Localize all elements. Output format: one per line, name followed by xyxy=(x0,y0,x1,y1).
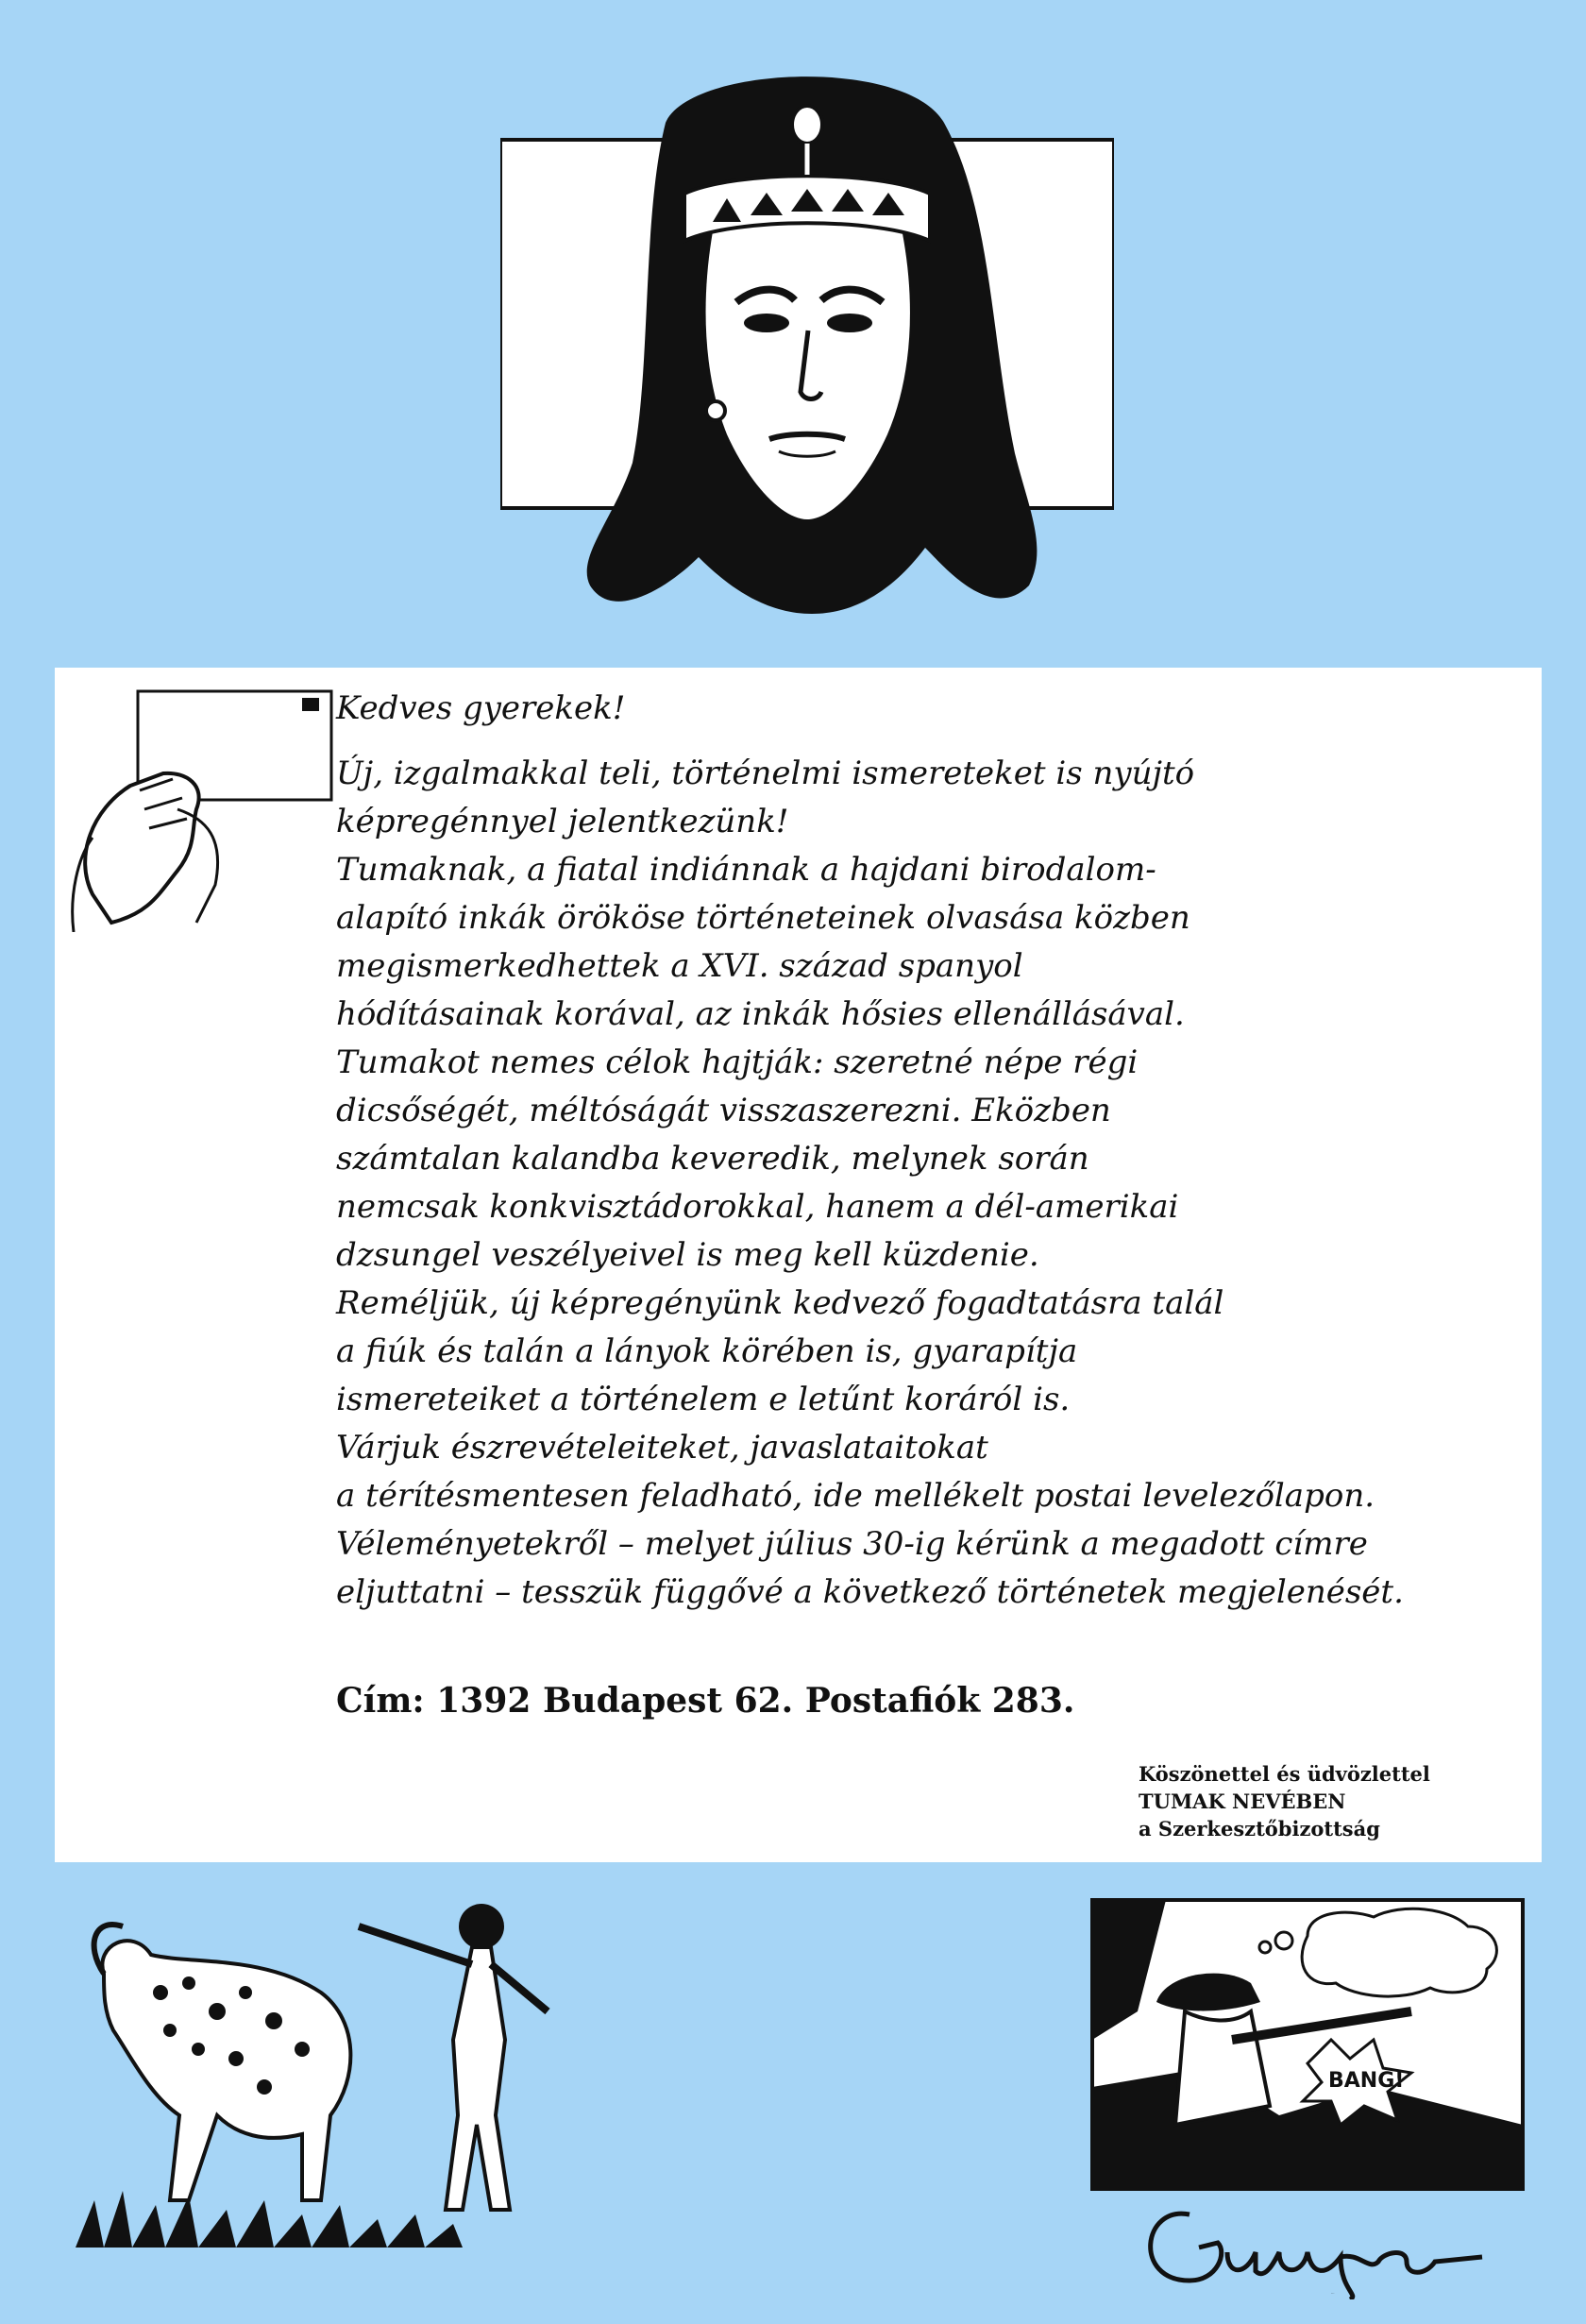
letter-line: Véleményetekről – melyet július 30-ig kérünk a megadott címre xyxy=(336,1525,1368,1563)
signature-text: Guaya xyxy=(1331,2294,1335,2295)
signoff-board: a Szerkesztőbizottság xyxy=(1139,1817,1380,1841)
signoff-thanks: Köszönettel és üdvözlettel xyxy=(1139,1762,1430,1786)
letter-line: Tumaknak, a fiatal indiánnak a hajdani birodalom- xyxy=(336,851,1156,889)
jaguar-warrior-illustration xyxy=(76,1889,566,2257)
letter-line: eljuttatni – tesszük függővé a következő történetek megjelenését. xyxy=(336,1573,1404,1611)
letter-line: Új, izgalmakkal teli, történelmi ismereteket is nyújtó xyxy=(336,755,1195,792)
letter-line: Várjuk észrevételeiteket, javaslataitokat xyxy=(336,1429,988,1467)
letter-panel xyxy=(55,668,1542,1862)
letter-line: nemcsak konkvisztádorokkal, hanem a dél-amerikai xyxy=(336,1188,1179,1226)
letter-body xyxy=(336,685,1441,1617)
letter-line: képregénnyel jelentkezünk! xyxy=(336,803,789,840)
letter-line: a térítésmentesen feladható, ide mellékelt postai levelezőlapon. xyxy=(336,1477,1375,1515)
letter-line: számtalan kalandba keveredik, melynek során xyxy=(336,1140,1089,1178)
letter-line: Reméljük, új képregényünk kedvező fogadtatásra talál xyxy=(336,1284,1224,1322)
letter-line: dicsőségét, méltóságát visszaszerezni. Eközben xyxy=(336,1092,1111,1129)
letter-line: alapító inkák örököse történeteinek olvasása közben xyxy=(336,899,1190,937)
letter-greeting: Kedves gyerekek! xyxy=(336,689,626,727)
postal-address: Cím: 1392 Budapest 62. Postafiók 283. xyxy=(336,1681,1075,1721)
tumak-portrait-illustration xyxy=(500,57,1114,642)
letter-signoff xyxy=(1139,1760,1430,1842)
letter-line: ismereteiket a történelem e letűnt koráról is. xyxy=(336,1381,1071,1418)
hunter-comic-panel xyxy=(1090,1898,1525,2191)
letter-line: a fiúk és talán a lányok körében is, gyarapítja xyxy=(336,1332,1078,1370)
hand-holding-card-illustration xyxy=(55,668,338,932)
letter-line: dzsungel veszélyeivel is meg kell küzdenie. xyxy=(336,1236,1039,1274)
letter-line: Tumakot nemes célok hajtják: szeretné népe régi xyxy=(336,1043,1139,1081)
signoff-name: TUMAK NEVÉBEN xyxy=(1139,1790,1346,1813)
letter-line: hódításainak korával, az inkák hősies ellenállásával. xyxy=(336,995,1185,1033)
artist-signature xyxy=(1123,2196,1539,2299)
letter-line: megismerkedhettek a XVI. század spanyol xyxy=(336,947,1023,985)
bang-sound-effect: BANG! xyxy=(1328,2069,1405,2093)
